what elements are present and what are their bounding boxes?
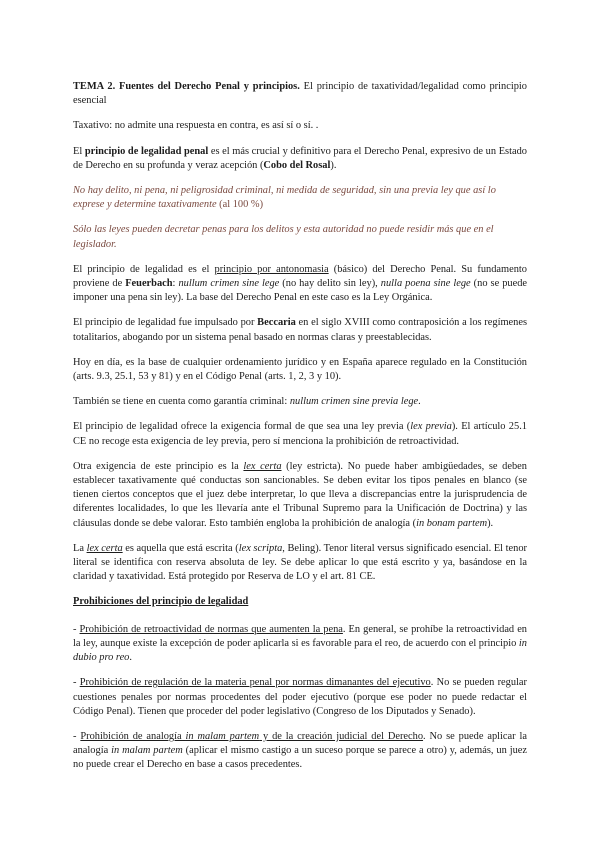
latin-phrase-underlined: lex certa xyxy=(243,460,282,472)
garantia-paragraph xyxy=(73,395,527,409)
section-heading: Prohibiciones del principio de legalidad xyxy=(73,596,249,608)
topic-title: TEMA 2. Fuentes del Derecho Penal y principios. xyxy=(73,81,300,92)
bullet: - xyxy=(73,677,80,689)
text: (no se puede imponer una pena sin ley). La base del Derecho Penal en este caso es la Ley Orgánica. xyxy=(73,278,528,304)
quote-italic: No hay delito, ni pena, ni peligrosidad criminal, ni medida de seguridad, sin una previa ley que así lo exprese y determine taxativamente xyxy=(73,185,496,211)
text: (aplicar el mismo castigo a un suceso porque se parece a otro) y, además, un juez no puede crear el Derecho en base a casos precedentes. xyxy=(73,745,528,771)
text: es el más crucial y definitivo para el Derecho Penal, expresivo de un Estado de Derecho en su profunda y veraz acepción ( xyxy=(73,145,527,171)
text: . xyxy=(418,396,421,408)
latin-phrase: in bonam partem xyxy=(416,517,488,529)
quote-note: (al 100 %) xyxy=(216,199,264,211)
text: . No se puede aplicar la analogía xyxy=(73,730,528,757)
antonomasia-paragraph xyxy=(73,263,527,306)
text: ). xyxy=(487,517,494,529)
bullet: - xyxy=(73,730,81,742)
text: El principio de legalidad fue impulsado por xyxy=(73,317,258,329)
text: La xyxy=(73,542,87,554)
text: (básico) del Derecho Penal. Su fundamento proviene de xyxy=(73,263,527,290)
leyes-italic: Sólo las leyes pueden decretar penas para los delitos y esta autoridad no puede residir más que en el legislador. xyxy=(73,224,494,250)
latin-phrase-underlined: in malam partem xyxy=(185,730,260,742)
prohibition-title: Prohibición de analogía xyxy=(80,730,186,742)
text: ). xyxy=(330,159,337,171)
prohibition-item xyxy=(73,623,527,666)
beccaria-paragraph xyxy=(73,316,527,344)
taxativo-definition xyxy=(73,119,527,133)
lex-scripta-paragraph xyxy=(73,542,527,585)
term-bold: principio de legalidad penal xyxy=(84,145,209,157)
prohibition-title: y de la creación judicial del Derecho xyxy=(259,730,424,742)
prohibition-item xyxy=(73,730,527,773)
term-underlined: principio por antonomasia xyxy=(214,263,329,275)
author-beccaria: Beccaria xyxy=(257,317,296,329)
leyes-paragraph xyxy=(73,223,527,251)
author-cobo: Cobo del Rosal xyxy=(263,159,331,171)
text: El principio de legalidad es el xyxy=(73,263,215,275)
author-feuerbach: Feuerbach xyxy=(125,278,173,290)
bullet: - xyxy=(73,623,80,635)
taxativo-text: Taxativo: no admite una respuesta en contra, es así sí o sí. . xyxy=(73,120,319,132)
text: También se tiene en cuenta como garantía criminal: xyxy=(73,396,290,408)
latin-phrase: lex previa xyxy=(410,421,452,433)
latin-phrase-underlined: lex certa xyxy=(86,542,123,554)
text: El principio de legalidad ofrece la exigencia formal de que sea una ley previa ( xyxy=(73,421,411,433)
quote-paragraph xyxy=(73,184,527,212)
text: ). El artículo 25.1 CE no recoge esta exigencia de ley previa, pero sí menciona la prohibición de retroactividad. xyxy=(73,421,527,447)
text: . xyxy=(129,652,132,664)
latin-phrase: lex scripta xyxy=(238,542,283,554)
lex-previa-paragraph xyxy=(73,420,527,448)
prohibition-title: Prohibición de regulación de la materia penal por normas dimanantes del ejecutivo xyxy=(79,677,431,689)
topic-subtitle: El principio de taxatividad/legalidad como principio esencial xyxy=(73,81,528,107)
lex-certa-paragraph xyxy=(73,460,527,531)
prohibition-title: Prohibición de retroactividad de normas que aumenten la pena xyxy=(79,623,343,635)
text: (ley estricta). No puede haber ambigüedades, se deben establecer taxativamente qué conductas son sancionables. Se deben evitar los tipos penales en blanco (se tienen ciertos conceptos que el juez debe interpretar, lo que lleva a discrepancias entre la jurisprudencia de diferentes localidades, lo que les llevaría ante el Tribunal Supremo para la Unificación de Doctrina) y las cláusulas donde se debe valorar. Esto también engloba la prohibición de analogía ( xyxy=(73,460,527,529)
text: . En general, se prohíbe la retroactividad en la ley, aunque existe la excepción de poder aplicarla si es favorable para el reo, de acuerdo con el principio xyxy=(73,623,527,649)
text: : xyxy=(172,278,179,290)
latin-phrase: in dubio pro reo xyxy=(73,637,528,664)
latin-phrase: nullum crimen sine lege xyxy=(178,278,280,290)
text: es aquella que está escrita ( xyxy=(122,542,239,554)
text: . No se pueden regular cuestiones penales por normas procedentes del poder ejecutivo (porque ese poder no puede redactar el Código Penal). Tienen que proceder del poder legislativo (Congreso de los Diputados y Senado). xyxy=(73,677,528,717)
text: El xyxy=(73,145,85,157)
latin-phrase: in malam partem xyxy=(111,745,183,757)
text: Otra exigencia de este principio es la xyxy=(73,460,244,472)
hoy-paragraph xyxy=(73,356,527,384)
text: (no hay delito sin ley), xyxy=(279,278,381,290)
text: en el siglo XVIII como contraposición a los regímenes totalitarios, abogando por un sistema penal basado en normas claras y preestablecidas. xyxy=(73,317,527,343)
topic-heading-paragraph xyxy=(73,80,527,108)
text: , Beling). Tenor literal versus significado esencial. El tenor literal se identifica con reserva absoluta de ley. Se debe aplicar lo que está escrito y ya, basándose en la claridad y taxatividad. Está protegido por Reserva de LO y el art. 81 CE. xyxy=(73,542,528,583)
text: Hoy en día, es la base de cualquier ordenamiento jurídico y en España aparece regulado en la Constitución (arts. 9.3, 25.1, 53 y 81) y en el Código Penal (arts. 1, 2, 3 y 10). xyxy=(73,356,527,383)
latin-phrase: nulla poena sine lege xyxy=(380,278,471,290)
latin-phrase: nullum crimen sine previa lege xyxy=(289,396,419,408)
prohibition-item xyxy=(73,676,527,719)
legalidad-paragraph xyxy=(73,145,527,173)
